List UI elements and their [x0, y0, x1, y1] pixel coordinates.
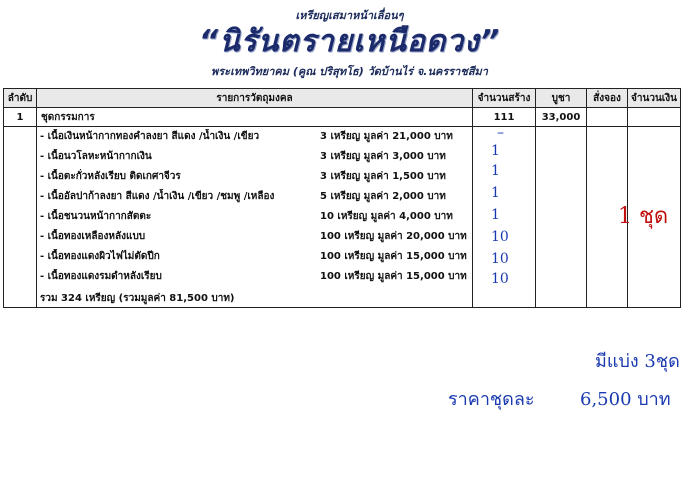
temple-line: พระเทพวิทยาคม (คูณ ปริสุทโธ) วัดบ้านไร่ จ.นครราชสีมา [211, 65, 488, 78]
item-count: 3 เหรียญ มูลค่า 21,000 บาท [320, 131, 453, 142]
detail-items [37, 127, 473, 308]
item-count: 100 เหรียญ มูลค่า 15,000 บาท [320, 271, 467, 282]
handwritten-qty: 1 [491, 163, 500, 179]
set-name: ชุดกรรมการ [37, 108, 473, 127]
amulet-table [3, 88, 681, 308]
item-count: 5 เหรียญ มูลค่า 2,000 บาท [320, 191, 446, 202]
set-no: 1 [4, 108, 37, 127]
price-value: 6,500 บาท [580, 389, 671, 410]
qty-list [473, 127, 535, 307]
col-header-amount: จำนวนเงิน [628, 89, 681, 108]
item-name: - เนื้อทองเหลืองหลังแบบ [40, 231, 146, 242]
col-header-order: สั่งจอง [587, 89, 628, 108]
handwritten-qty: 1 [491, 143, 500, 159]
item-name: - เนื้อชนวนหน้ากากสัตตะ [40, 211, 152, 222]
col-header-item: รายการวัตถุมงคล [37, 89, 473, 108]
table-row [4, 108, 681, 127]
item-count: 3 เหรียญ มูลค่า 3,000 บาท [320, 151, 446, 162]
total-line: รวม 324 เหรียญ (รวมมูลค่า 81,500 บาท) [40, 293, 235, 304]
handwritten-qty: 1 [491, 207, 500, 223]
handwritten-qty: 10 [491, 271, 509, 287]
detail-qty [473, 127, 536, 308]
item-count: 100 เหรียญ มูลค่า 15,000 บาท [320, 251, 467, 262]
item-name: - เนื้อทองแดงผิวไฟไม่ตัดปีก [40, 251, 160, 262]
page-title: “นิรันตรายเหนือดวง” [198, 24, 501, 59]
item-name: - เนื้อเงินหน้ากากทองคำลงยา สีแดง /น้ำเงิน /เขียว [40, 131, 260, 142]
table-header-row [4, 89, 681, 108]
set-order [587, 108, 628, 127]
col-header-price: บูชา [536, 89, 587, 108]
price-label: ราคาชุดละ [448, 389, 535, 410]
order-note: 1 ชุด [618, 204, 669, 229]
col-header-qty: จำนวนสร้าง [473, 89, 536, 108]
item-name: - เนื้อนวโลหะหน้ากากเงิน [40, 151, 152, 162]
item-count: 10 เหรียญ มูลค่า 4,000 บาท [320, 211, 453, 222]
set-price: 33,000 [536, 108, 587, 127]
handwritten-qty: 10 [491, 229, 509, 245]
item-list [37, 127, 468, 307]
detail-price [536, 127, 587, 308]
table-row [4, 127, 681, 308]
handwritten-qty: – [497, 125, 504, 141]
set-qty: 111 [473, 108, 536, 127]
sets-note: มีแบ่ง 3ชุด [595, 351, 680, 372]
handwritten-qty: 10 [491, 251, 509, 267]
subtitle: เหรียญเสมาหน้าเลื่อนๆ [295, 9, 404, 22]
item-name: - เนื้ออัลปาก้าลงยา สีแดง /น้ำเงิน /เขียว /ชมพู /เหลือง [40, 191, 275, 202]
detail-no [4, 127, 37, 308]
set-amount [628, 108, 681, 127]
handwritten-qty: 1 [491, 185, 500, 201]
item-name: - เนื้อตะกั่วหลังเรียบ ติดเกศาจีวร [40, 171, 181, 182]
price-note [448, 384, 671, 413]
col-header-no: ลำดับ [4, 89, 37, 108]
item-count: 100 เหรียญ มูลค่า 20,000 บาท [320, 231, 467, 242]
item-name: - เนื้อทองแดงรมดำหลังเรียบ [40, 271, 162, 282]
item-count: 3 เหรียญ มูลค่า 1,500 บาท [320, 171, 446, 182]
